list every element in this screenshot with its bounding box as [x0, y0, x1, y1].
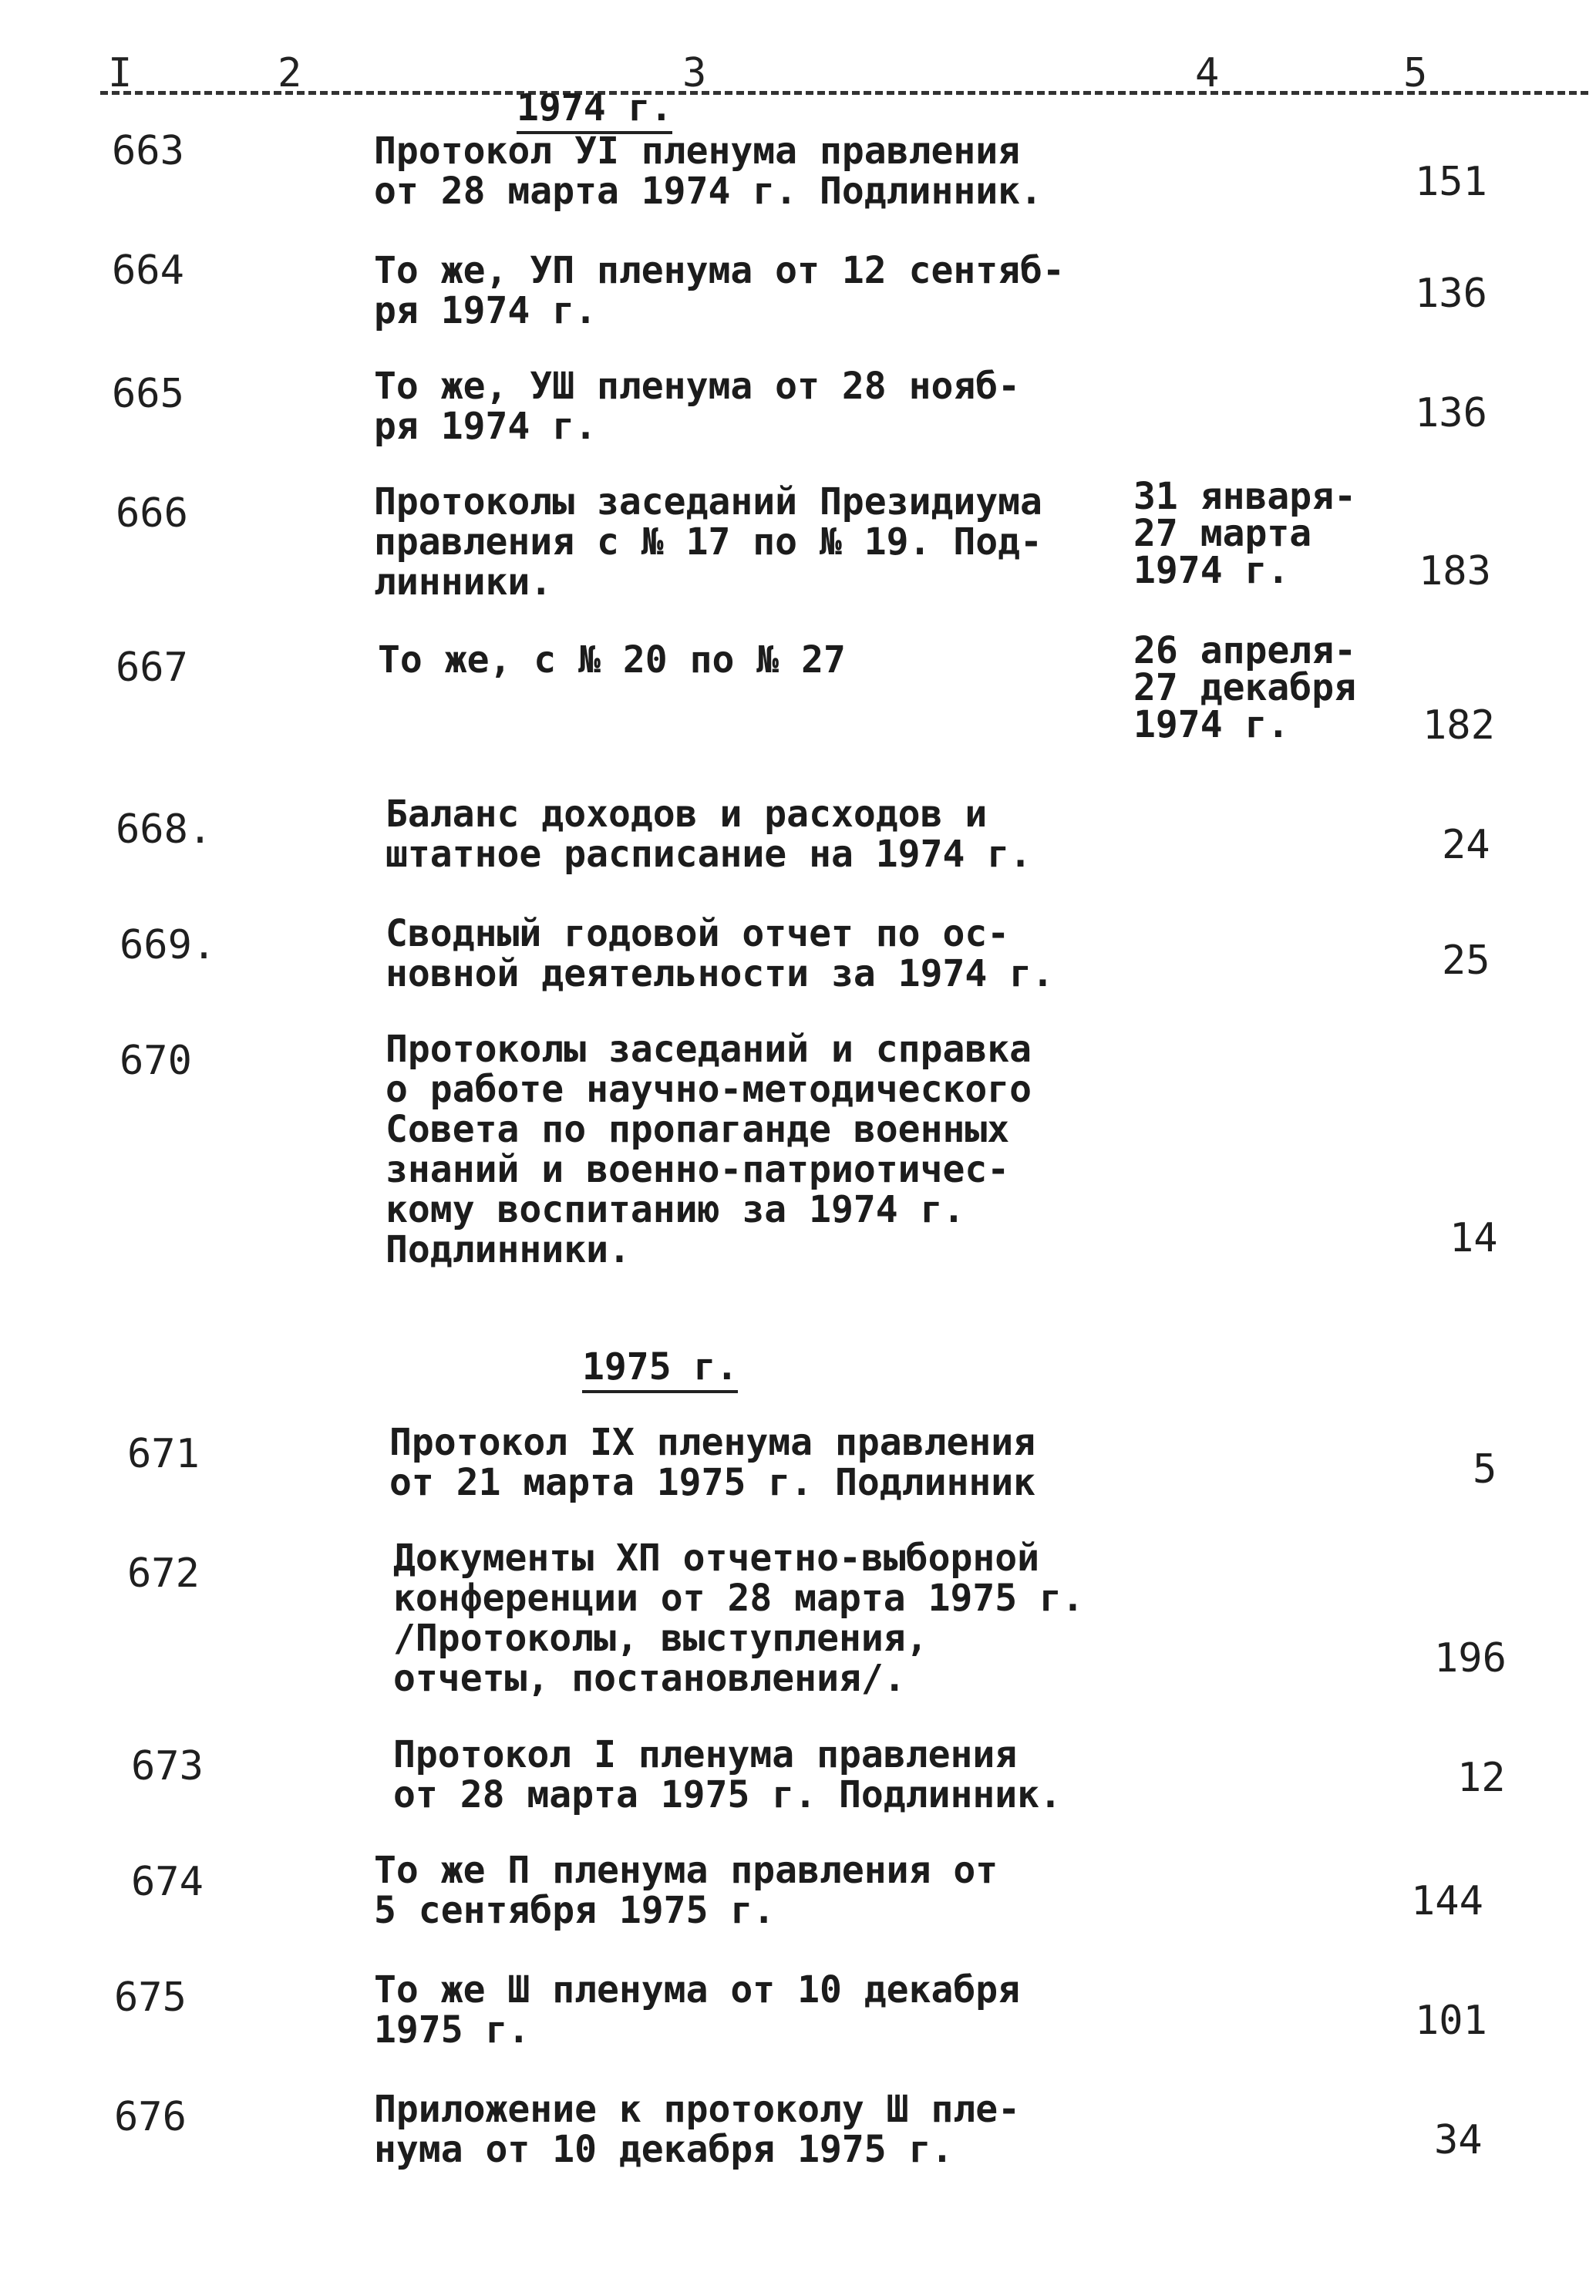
column-header-row	[100, 39, 1588, 108]
item-title: Протоколы заседаний Президиума правления с № 17 по № 19. Под- линники.	[374, 480, 1042, 604]
item-sheets: 136	[1415, 271, 1487, 317]
item-number: 665	[112, 371, 184, 417]
item-title: Протокол I пленума правления от 28 марта 1975 г. Подлинник.	[393, 1733, 1062, 1816]
item-number: 676	[114, 2094, 187, 2140]
item-number: 663	[112, 128, 184, 174]
item-title: Документы XП отчетно-выборной конференции от 28 марта 1975 г. /Протоколы, выступления, отчеты, постановления/.	[393, 1537, 1084, 1700]
item-sheets: 34	[1434, 2117, 1483, 2163]
column-header-5: 5	[1403, 50, 1428, 96]
item-sheets: 151	[1415, 159, 1487, 205]
item-number: 666	[116, 490, 188, 537]
item-sheets: 14	[1450, 1215, 1498, 1261]
item-sheets: 182	[1423, 702, 1495, 749]
item-sheets: 183	[1419, 548, 1491, 594]
item-sheets: 101	[1415, 1998, 1487, 2044]
item-sheets: 24	[1442, 822, 1490, 868]
item-number: 673	[131, 1743, 204, 1789]
item-title: Приложение к протоколу Ш пле- нума от 10 декабря 1975 г.	[374, 2088, 1021, 2171]
header-dash-line	[100, 91, 1588, 95]
item-number: 668.	[116, 806, 213, 853]
item-title: То же П пленума правления от 5 сентября 1975 г.	[374, 1849, 998, 1932]
item-sheets: 12	[1457, 1755, 1506, 1801]
item-title: То же Ш пленума от 10 декабря 1975 г.	[374, 1968, 1021, 2052]
item-number: 675	[114, 1974, 187, 2021]
item-number: 667	[116, 645, 188, 691]
item-dates: 31 января- 27 марта 1974 г.	[1133, 475, 1356, 592]
item-title: То же, УП пленума от 12 сентяб- ря 1974 г.	[374, 249, 1065, 332]
item-sheets: 136	[1415, 390, 1487, 436]
column-header-1: I	[108, 50, 133, 96]
item-title: Протокол IX пленума правления от 21 марта 1975 г. Подлинник	[389, 1421, 1036, 1504]
item-title: То же, УШ пленума от 28 нояб- ря 1974 г.	[374, 365, 1021, 448]
column-header-2: 2	[278, 50, 302, 96]
item-title: Сводный годовой отчет по ос- новной деятельности за 1974 г.	[386, 912, 1054, 995]
item-sheets: 196	[1434, 1635, 1507, 1682]
item-number: 674	[131, 1859, 204, 1905]
item-title: То же, с № 20 по № 27	[378, 638, 846, 682]
item-title: Протоколы заседаний и справка о работе научно-методического Совета по пропаганде военных знаний и военно-патриотичес- кому воспитанию за 1974 г. Подлинники.	[386, 1028, 1032, 1271]
column-header-3: 3	[682, 50, 707, 96]
item-sheets: 5	[1473, 1446, 1497, 1493]
column-header-4: 4	[1195, 50, 1220, 96]
item-number: 669.	[120, 922, 217, 968]
item-sheets: 25	[1442, 938, 1490, 984]
item-title: Баланс доходов и расходов и штатное расписание на 1974 г.	[386, 793, 1032, 876]
item-number: 672	[127, 1550, 200, 1597]
item-title: Протокол УI пленума правления от 28 марта 1974 г. Подлинник.	[374, 130, 1042, 213]
year-heading-1974: 1974 г.	[517, 86, 672, 134]
item-sheets: 144	[1411, 1878, 1483, 1924]
item-number: 671	[127, 1431, 200, 1477]
item-dates: 26 апреля- 27 декабря 1974 г.	[1133, 629, 1356, 746]
item-number: 670	[120, 1038, 192, 1084]
item-number: 664	[112, 247, 184, 294]
year-heading-1975: 1975 г.	[582, 1345, 738, 1393]
